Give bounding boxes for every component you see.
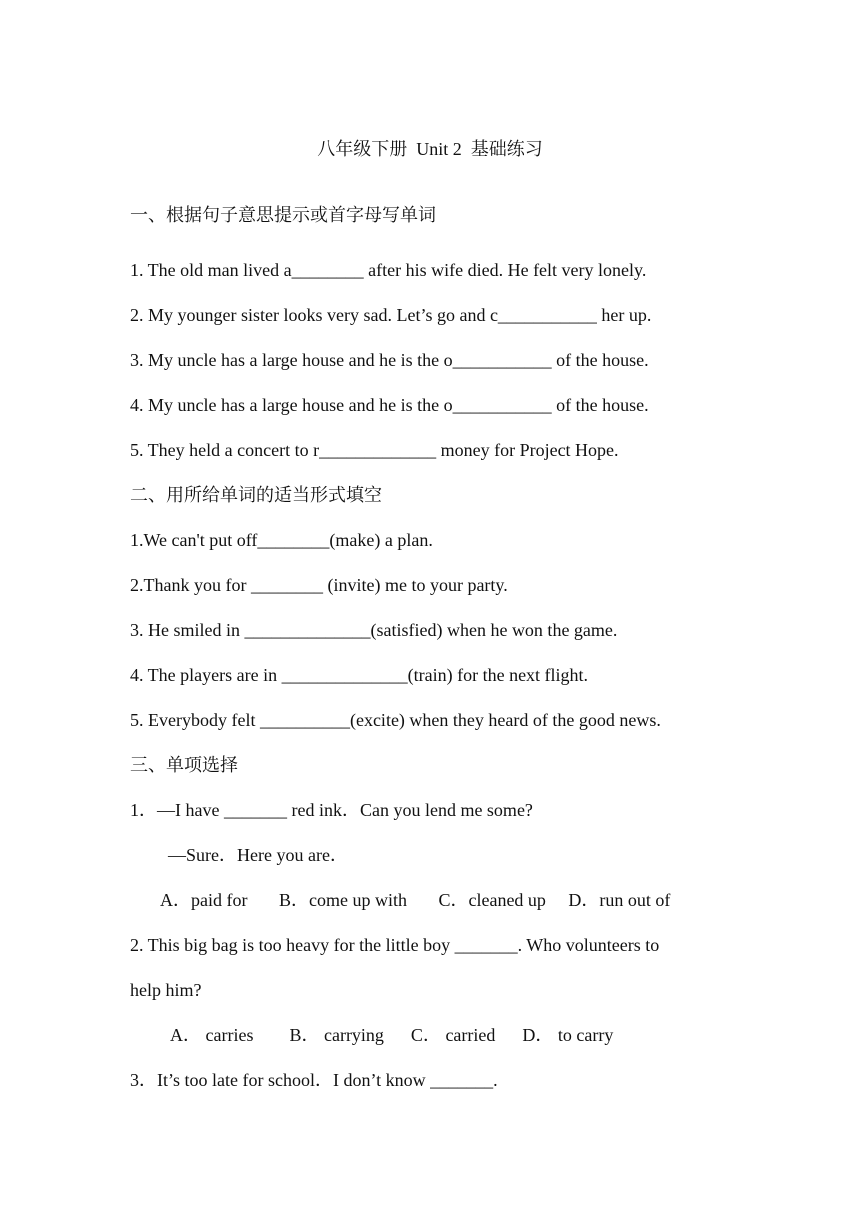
mc-question-reply: —Sure．Here you are． [168,845,348,865]
mc-question-stem: 3．It’s too late for school．I don’t know _______. [130,1070,498,1090]
question-item: 5. Everybody felt __________(excite) when they heard of the good news. [130,710,661,730]
mc-options: A．paid for B．come up with C．cleaned up D．run out of [160,890,671,910]
section-heading-3: 三、单项选择 [130,755,238,775]
mc-question-stem-continued: help him? [130,980,202,1000]
question-item: 3. He smiled in ______________(satisfied) when he won the game. [130,620,618,640]
question-item: 4. The players are in ______________(train) for the next flight. [130,665,589,685]
mc-question-stem: 1．—I have _______ red ink．Can you lend me some? [130,800,533,820]
question-item: 1. The old man lived a________ after his wife died. He felt very lonely. [130,260,647,280]
question-item: 3. My uncle has a large house and he is the o___________ of the house. [130,350,649,370]
section-heading-1: 一、根据句子意思提示或首字母写单词 [130,205,436,225]
question-item: 2. My younger sister looks very sad. Let’s go and c___________ her up. [130,305,652,325]
section-heading-2: 二、用所给单词的适当形式填空 [130,485,382,505]
question-item: 1.We can't put off________(make) a plan. [130,530,433,550]
question-item: 2.Thank you for ________ (invite) me to your party. [130,575,508,595]
question-item: 4. My uncle has a large house and he is the o___________ of the house. [130,395,649,415]
question-item: 5. They held a concert to r_____________ money for Project Hope. [130,440,619,460]
page-title: 八年级下册 Unit 2 基础练习 [317,139,543,159]
mc-question-stem: 2. This big bag is too heavy for the little boy _______. Who volunteers to [130,935,660,955]
mc-options: A． carries B． carrying C． carried D． to carry [170,1025,614,1045]
